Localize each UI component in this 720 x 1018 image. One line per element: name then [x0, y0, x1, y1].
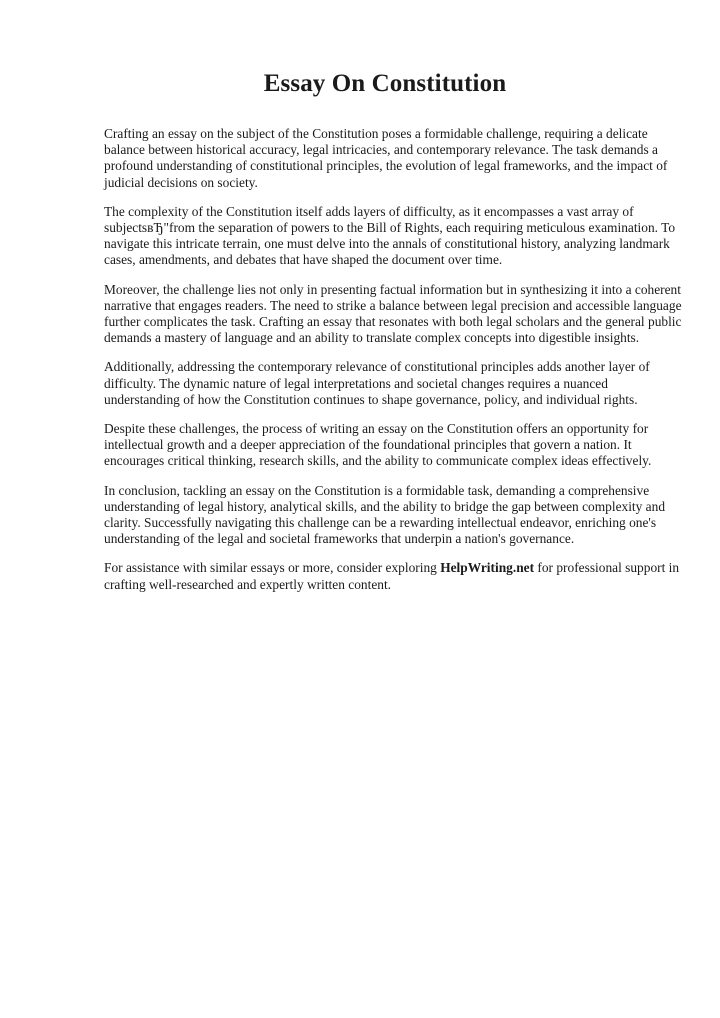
closing-paragraph [104, 560, 684, 592]
paragraph: Crafting an essay on the subject of the Constitution poses a formidable challenge, requiring a delicate balance between historical accuracy, legal intricacies, and contemporary relevance. The task demands a profound understanding of constitutional principles, the evolution of legal frameworks, and the impact of judicial decisions on society. [104, 126, 668, 190]
helpwriting-link[interactable]: HelpWriting.net [440, 560, 535, 576]
paragraph: The complexity of the Constitution itself adds layers of difficulty, as it encompasses a vast array of subjectsвЂ"from the separation of powers to the Bill of Rights, each requiring meticulous examination. To navigate this intricate terrain, one must delve into the annals of constitutional history, analyzing landmark cases, amendments, and debates that have shaped the document over time. [104, 203, 676, 268]
paragraph: Despite these challenges, the process of writing an essay on the Constitution offers an opportunity for intellectual growth and a deeper appreciation of the foundational principles that govern a nation. It encourages critical thinking, research skills, and the ability to communicate complex ideas effectively. [104, 421, 652, 469]
paragraph: Additionally, addressing the contemporary relevance of constitutional principles adds another layer of difficulty. The dynamic nature of legal interpretations and societal changes requires a nuanced understanding of how the Constitution continues to shape governance, policy, and individual rights. [104, 359, 650, 407]
paragraph: In conclusion, tackling an essay on the Constitution is a formidable task, demanding a comprehensive understanding of legal history, analytical skills, and the ability to bridge the gap between complexity and clarity. Successfully navigating this challenge can be a rewarding intellectual endeavor, enriching one's understanding of the legal and societal frameworks that underpin a nation's governance. [104, 482, 666, 547]
paragraph: Moreover, the challenge lies not only in presenting factual information but in synthesizing it into a coherent narrative that engages readers. The need to strike a balance between legal precision and accessible language further complicates the task. Crafting an essay that resonates with both legal scholars and the general public demands a mastery of language and an ability to translate complex concepts into digestible insights. [104, 281, 682, 346]
closing-text-after: for professional support in crafting well-researched and expertly written content. [104, 560, 680, 592]
closing-text-before: For assistance with similar essays or more, consider exploring [104, 560, 441, 576]
page-title: Essay On Constitution [263, 70, 507, 97]
essay-body [104, 126, 684, 606]
